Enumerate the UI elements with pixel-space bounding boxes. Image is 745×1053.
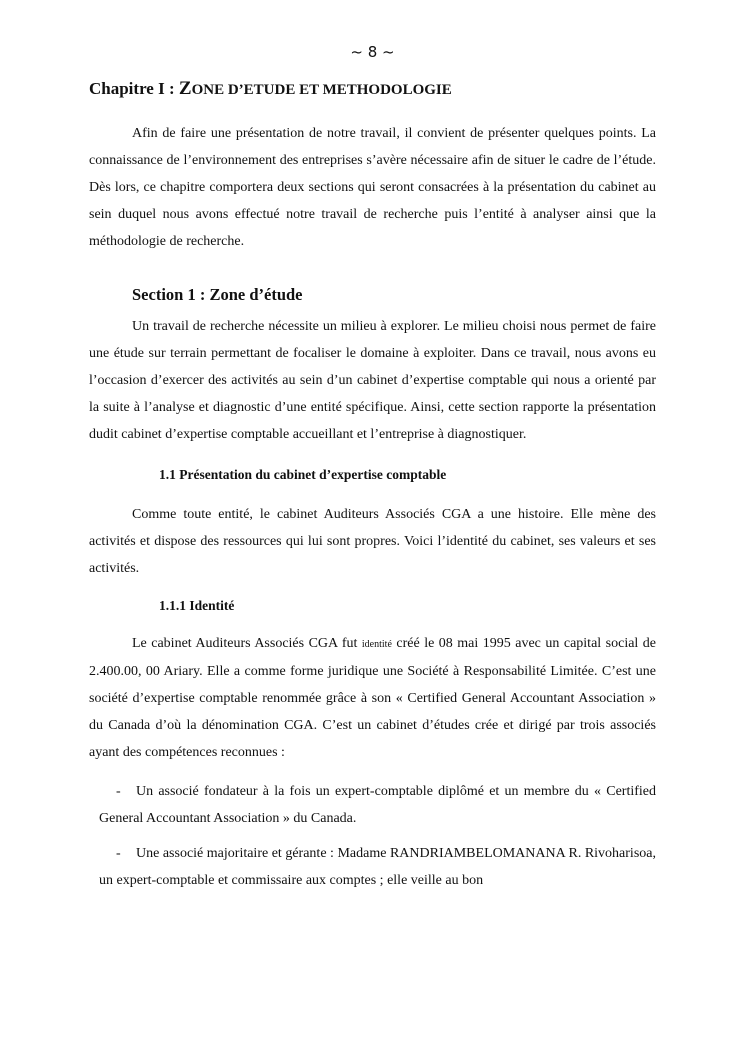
- intro-paragraph: Afin de faire une présentation de notre travail, il convient de présenter quelques points. La connaissance de l’environnement des entreprises s’avère nécessaire afin de situer le cadre de l’étude. Dès lors, ce chapitre comportera deux sections qui seront consacrées à la présentation du cabinet au sein duquel nous avons effectué notre travail de recherche puis l’entité à analyser ainsi que la méthodologie de recherche.: [89, 126, 656, 249]
- list-dash: -: [116, 784, 121, 799]
- list-item-text: Une associé majoritaire et gérante : Madame RANDRIAMBELOMANANA R. Rivoharisoa, un expert-comptable et commissaire aux comptes ; elle veille au bon: [99, 846, 656, 888]
- section-1-heading: Section 1 : Zone d’étude: [132, 285, 303, 304]
- chapter-title: [89, 78, 656, 101]
- chapter-title-rest: ONE D’ETUDE ET METHODOLOGIE: [191, 82, 452, 98]
- identity-text-part2: créé le 08 mai 1995 avec un capital social de 2.400.00, 00 Ariary. Elle a comme forme juridique une Société à Responsabilité Limitée. C’est une société d’expertise comptable renommée grâce à son « Certified General Accountant Association » du Canada d’où la dénomination CGA. C’est un cabinet d’études crée et dirigé par trois associés ayant des compétences reconnues :: [89, 636, 657, 760]
- identity-text-part1: Le cabinet Auditeurs Associés CGA fut: [132, 636, 358, 651]
- list-dash: -: [116, 846, 121, 861]
- document-body: [89, 78, 656, 894]
- subsection-1-1-1-paragraph: [89, 630, 656, 766]
- associates-list: [89, 778, 656, 894]
- list-item-text: Un associé fondateur à la fois un expert-comptable diplômé et un membre du « Certified General Accountant Association » du Canada.: [99, 784, 656, 826]
- identity-small-word: identité: [361, 639, 392, 650]
- list-item: [99, 778, 656, 832]
- subsection-1-1-1-heading: 1.1.1 Identité: [159, 598, 235, 613]
- subsection-1-1-heading: 1.1 Présentation du cabinet d’expertise comptable: [159, 467, 447, 482]
- section-1-paragraph: Un travail de recherche nécessite un milieu à explorer. Le milieu choisi nous permet de faire une étude sur terrain permettant de focaliser le domaine à exploiter. Dans ce travail, nous avons eu l’occasion d’exercer des activités au sein d’un cabinet d’expertise comptable qui nous a orienté par la suite à l’analyse et diagnostic d’une entité spécifique. Ainsi, cette section rapporte la présentation dudit cabinet d’expertise comptable accueillant et l’entreprise à diagnostiquer.: [89, 319, 656, 442]
- chapter-title-initial: Z: [178, 78, 192, 99]
- subsection-1-1-paragraph: Comme toute entité, le cabinet Auditeurs Associés CGA a une histoire. Elle mène des activités et dispose des ressources qui lui sont propres. Voici l’identité du cabinet, ses valeurs et ses activités.: [89, 507, 656, 576]
- list-item: [99, 840, 656, 894]
- page-number: ~ 8 ~: [350, 43, 395, 61]
- chapter-label: Chapitre I :: [89, 79, 175, 98]
